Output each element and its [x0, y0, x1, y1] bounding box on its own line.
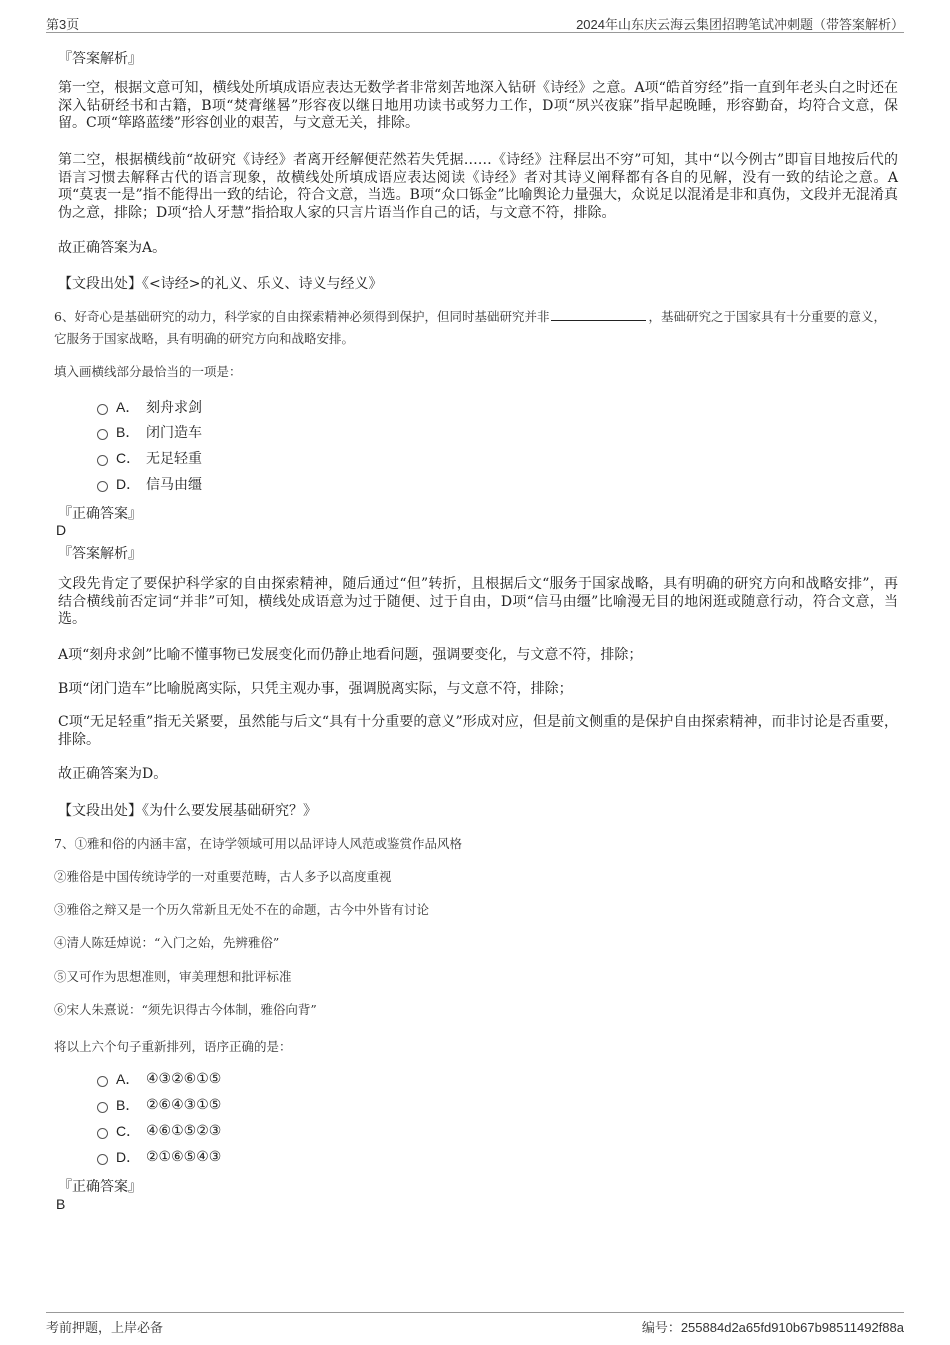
option-text: ④⑥①⑤②③: [146, 1123, 222, 1139]
q7-option-b[interactable]: [97, 1095, 221, 1115]
radio-icon[interactable]: [97, 404, 108, 415]
q7-option-a[interactable]: [97, 1069, 221, 1089]
q5-conclusion: 故正确答案为A。: [58, 240, 167, 256]
q6-option-b[interactable]: [97, 422, 202, 442]
option-letter: D．: [116, 476, 141, 492]
radio-icon[interactable]: [97, 1154, 108, 1165]
document-title: 2024年山东庆云海云集团招聘笔试冲刺题（带答案解析）: [576, 17, 904, 32]
q7-sentence-2: ②雅俗是中国传统诗学的一对重要范畴，古人多予以高度重视: [54, 869, 392, 884]
q6-correct-answer: D: [56, 522, 67, 538]
document-id: 编号：255884d2a65fd910b67b98511492f88a: [641, 1320, 904, 1335]
page-number: 第3页: [46, 17, 80, 32]
radio-icon[interactable]: [97, 429, 108, 440]
option-letter: B．: [116, 424, 140, 440]
option-letter: D．: [116, 1149, 141, 1165]
option-text: 闭门造车: [146, 425, 202, 441]
q5-analysis-para-2: 第二空，根据横线前“故研究《诗经》者离开经解便茫然若失凭据……《诗经》注释层出不穷”可知，其中“以今例古”即盲目地按后代的语言习惯去解释古代的语言现象，故横线处所填成语应表达阅读《诗经》者对其诗义阐释都有各自的见解，没有一致的结论之意。A项“莫衷一是”指不能得出一致的结论，符合文意，当选。B项“众口铄金”比喻舆论力量强大，众说足以混淆是非和真伪，文段并无混淆真伪之意，排除；D项“拾人牙慧”指拾取人家的只言片语当作自己的话，与文意不符，排除。: [58, 152, 898, 221]
q6-option-a[interactable]: [97, 397, 202, 417]
option-text: ②⑥④③①⑤: [146, 1097, 222, 1113]
q7-sentence-6: ⑥宋人朱熹说：“须先识得古今体制，雅俗向背”: [54, 1002, 317, 1017]
q6-analysis-para-3: B项“闭门造车”比喻脱离实际，只凭主观办事，强调脱离实际，与文意不符，排除；: [58, 681, 573, 697]
q6-stem-after: ，基础研究之于国家具有十分重要的意义，它服务于国家战略，具有明确的研究方向和战略安排。: [54, 309, 886, 346]
q6-conclusion: 故正确答案为D。: [58, 766, 168, 782]
q7-correct-answer: B: [56, 1196, 66, 1212]
q6-option-d[interactable]: [97, 474, 202, 494]
q7-sentence-5: ⑤又可作为思想准则，审美理想和批评标准: [54, 969, 292, 984]
q6-instruction: 填入画横线部分最恰当的一项是：: [54, 364, 242, 379]
radio-icon[interactable]: [97, 1128, 108, 1139]
q6-analysis-para-2: A项“刻舟求剑”比喻不懂事物已发展变化而仍静止地看问题，强调要变化，与文意不符，排除；: [58, 647, 643, 663]
q7-sentence-4: ④清人陈廷焯说：“入门之始，先辨雅俗”: [54, 935, 280, 950]
option-letter: C．: [116, 450, 141, 466]
q7-option-d[interactable]: [97, 1147, 221, 1167]
q6-analysis-para-1: 文段先肯定了要保护科学家的自由探索精神，随后通过“但”转折，且根据后文“服务于国家战略，具有明确的研究方向和战略安排”，再结合横线前否定词“并非”可知，横线处成语意为过于随便、过于自由，D项“信马由缰”比喻漫无目的地闲逛或随意行动，符合文意，当选。: [58, 576, 898, 627]
option-letter: B．: [116, 1097, 140, 1113]
q6-stem: [54, 306, 888, 350]
option-text: 刻舟求剑: [146, 400, 202, 416]
q5-analysis-label: 『答案解析』: [58, 51, 142, 67]
option-text: 无足轻重: [146, 451, 202, 467]
q5-source: 【文段出处】《<诗经>的礼义、乐义、诗义与经义》: [58, 276, 383, 292]
q6-analysis-label: 『答案解析』: [58, 546, 142, 562]
q7-option-c[interactable]: [97, 1121, 221, 1141]
q7-instruction: 将以上六个句子重新排列，语序正确的是：: [54, 1039, 292, 1054]
q6-correct-label: 『正确答案』: [58, 506, 142, 522]
option-letter: A．: [116, 399, 140, 415]
radio-icon[interactable]: [97, 1102, 108, 1113]
radio-icon[interactable]: [97, 1076, 108, 1087]
option-letter: A．: [116, 1071, 140, 1087]
radio-icon[interactable]: [97, 481, 108, 492]
q7-sentence-3: ③雅俗之辩又是一个历久常新且无处不在的命题，古今中外皆有讨论: [54, 902, 430, 917]
answer-blank: [551, 308, 646, 321]
radio-icon[interactable]: [97, 455, 108, 466]
option-text: ④③②⑥①⑤: [146, 1071, 222, 1087]
page-header: [46, 14, 904, 33]
option-text: 信马由缰: [146, 477, 202, 493]
q7-sentence-1: 7、①雅和俗的内涵丰富，在诗学领域可用以品评诗人风范或鉴赏作品风格: [54, 836, 462, 851]
footer-slogan: 考前押题，上岸必备: [46, 1320, 164, 1335]
q6-analysis-para-4: C项“无足轻重”指无关紧要，虽然能与后文“具有十分重要的意义”形成对应，但是前文侧重的是保护自由探索精神，而非讨论是否重要，排除。: [58, 714, 898, 748]
option-text: ②①⑥⑤④③: [146, 1149, 222, 1165]
q5-analysis-para-1: 第一空，根据文意可知，横线处所填成语应表达无数学者非常刻苦地深入钻研《诗经》之意。A项“皓首穷经”指一直到年老头白之时还在深入钻研经书和古籍，B项“焚膏继晷”形容夜以继日地用功读书或努力工作，D项“夙兴夜寐”指早起晚睡，形容勤奋，均符合文意，保留。C项“筚路蓝缕”形容创业的艰苦，与文意无关，排除。: [58, 80, 898, 131]
page-footer: [46, 1312, 904, 1333]
q7-correct-label: 『正确答案』: [58, 1179, 142, 1195]
option-letter: C．: [116, 1123, 141, 1139]
q6-option-c[interactable]: [97, 448, 202, 468]
q6-source: 【文段出处】《为什么要发展基础研究？》: [58, 803, 317, 819]
q6-stem-before: 6、好奇心是基础研究的动力，科学家的自由探索精神必须得到保护，但同时基础研究并非: [54, 309, 550, 324]
